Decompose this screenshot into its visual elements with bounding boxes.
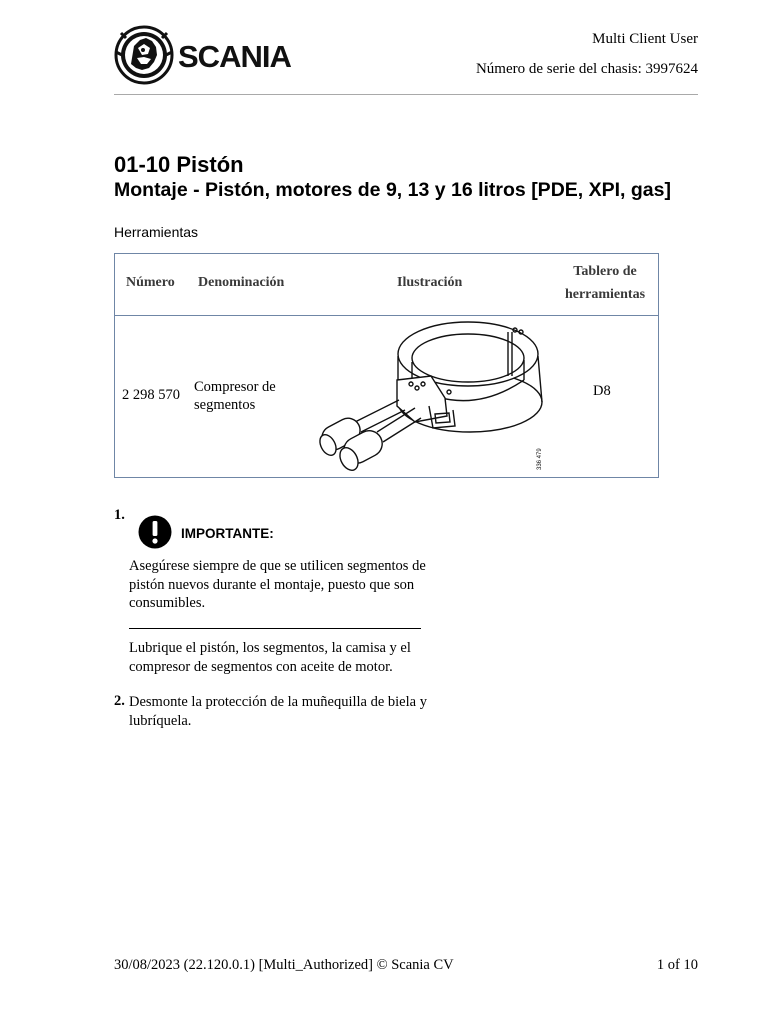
tools-caption: Herramientas: [114, 224, 199, 240]
ring-compressor-illustration: [315, 318, 555, 476]
column-header-illustration: Ilustración: [397, 275, 463, 290]
step-1-number: 1.: [114, 507, 125, 523]
important-notice-text: Asegúrese siempre de que se utilicen segmentos de pistón nuevos durante el montaje, puesto que son consumibles.: [129, 558, 426, 611]
operation-title: Montaje - Pistón, motores de 9, 13 y 16 litros [PDE, XPI, gas]: [114, 179, 671, 201]
illustration-code: 336 479: [537, 448, 543, 470]
brand-wordmark: SCANIA: [178, 39, 291, 74]
user-name: Multi Client User: [592, 31, 698, 47]
column-header-name: Denominación: [198, 275, 285, 290]
step-1-text: Lubrique el pistón, los segmentos, la camisa y el compresor de segmentos con aceite de motor.: [129, 640, 411, 675]
column-header-board: Tablero de herramientas: [564, 264, 646, 302]
step-2-number: 2.: [114, 693, 125, 709]
tool-number: 2 298 570: [122, 387, 180, 403]
tools-table: [114, 253, 659, 478]
chassis-serial: Número de serie del chasis: 3997624: [475, 61, 698, 77]
section-title: 01-10 Pistón: [114, 152, 244, 177]
footer-meta: 30/08/2023 (22.120.0.1) [Multi_Authorized] © Scania CV: [114, 957, 454, 973]
page-indicator: 1 of 10: [656, 957, 698, 973]
tools-table-header: [115, 254, 658, 316]
important-label: IMPORTANTE:: [181, 526, 274, 541]
exclamation-icon: [138, 515, 172, 549]
scania-logo: [114, 24, 324, 86]
column-header-number: Número: [126, 275, 175, 290]
step-2-text: Desmonte la protección de la muñequilla de biela y lubríquela.: [129, 694, 427, 729]
header-divider: [114, 94, 698, 95]
notice-divider: [129, 628, 421, 629]
tool-name: Compresor de segmentos: [194, 379, 276, 413]
tool-board: D8: [593, 383, 611, 399]
